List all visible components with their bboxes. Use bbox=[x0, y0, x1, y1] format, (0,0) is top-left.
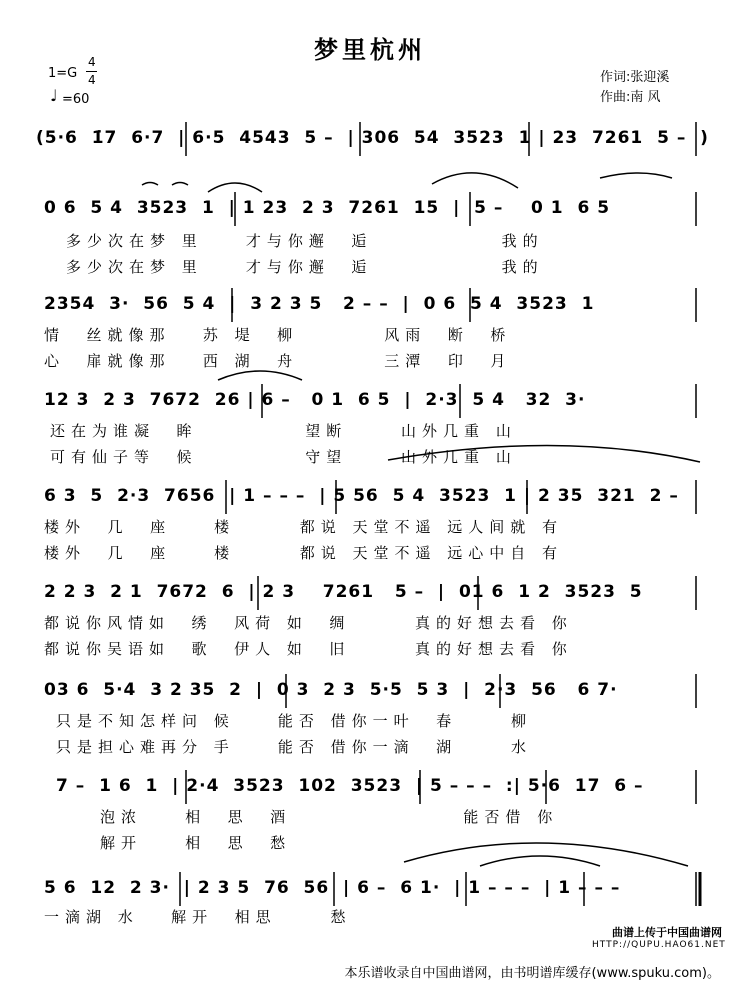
song-title: 梦里杭州 bbox=[314, 36, 426, 64]
slur bbox=[404, 843, 688, 866]
slur bbox=[208, 183, 262, 192]
lyric-row-9-verse-1: 一滴湖 水 解开 相思 愁 bbox=[44, 908, 352, 926]
time-signature-top: 4 bbox=[88, 55, 96, 69]
lyric-row-6-verse-1: 都说你风情如 绣 风荷 如 绸 真的好想去看 你 bbox=[44, 614, 573, 632]
lyric-row-7-verse-2: 只是担心难再分 手 能否 借你一滴 湖 水 bbox=[56, 738, 532, 756]
notation-row-7: 03 6 5·4 3 2 35 2 | 0 3 2 3 5·5 5 3 | 2·3 56 6 7· bbox=[44, 680, 618, 700]
lyric-row-8-verse-1: 泡浓 相 思 酒 能否借 你 bbox=[100, 808, 559, 826]
slur bbox=[218, 371, 302, 380]
lyricist-credit: 作词:张迎溪 bbox=[600, 70, 670, 85]
tempo-marking: =60 bbox=[62, 92, 90, 107]
slur bbox=[172, 183, 188, 186]
lyric-row-3-verse-2: 心 扉就像那 西 湖 舟 三潭 印 月 bbox=[44, 352, 512, 370]
notation-row-8: 7 – 1 6 1 | 2·4 3523 102 3523 | 5 – – – :| 5·6 17 6 – bbox=[56, 776, 644, 796]
slur bbox=[600, 173, 672, 178]
lyric-row-2-verse-1: 多少次在梦 里 才与你邂 逅 我的 bbox=[66, 232, 544, 250]
notation-row-4: 12 3 2 3 7672 26 | 6 – 0 1 6 5 | 2·3 5 4 32 3· bbox=[44, 390, 586, 410]
key-signature: 1=G bbox=[48, 66, 78, 81]
lyric-row-4-verse-2: 可有仙子等 候 守望 山外几重 山 bbox=[50, 448, 517, 466]
quarter-note-icon: ♩ bbox=[50, 86, 58, 105]
notation-row-1: (5·6 1̇7 6·7 | 6·5 4543 5 – | 306 54 3523 1 | 23 7261 5 – ) bbox=[36, 128, 709, 148]
lyric-row-5-verse-1: 楼外 几 座 楼 都说 天堂不遥 远人间就 有 bbox=[44, 518, 564, 536]
stamp-line-1: 曲谱上传于中国曲谱网 bbox=[612, 926, 722, 939]
slur bbox=[142, 183, 158, 186]
lyric-row-2-verse-2: 多少次在梦 里 才与你邂 逅 我的 bbox=[66, 258, 544, 276]
lyric-row-4-verse-1: 还在为谁凝 眸 望断 山外几重 山 bbox=[50, 422, 517, 440]
notation-row-2: 0 6 5 4 3523 1 | 1 23 2 3 7261 15 | 5 – 0 1 6 5 bbox=[44, 198, 611, 218]
slur bbox=[388, 445, 700, 462]
composer-credit: 作曲:南 风 bbox=[600, 90, 661, 105]
footer-note: 本乐谱收录自中国曲谱网，由书明谱库缓存(www.spuku.com)。 bbox=[344, 966, 720, 981]
notation-row-6: 2 2 3 2 1 7672 6 | 2 3 7261 5 – | 01 6 1 2 3523 5 bbox=[44, 582, 643, 602]
time-signature-bottom: 4 bbox=[88, 73, 96, 87]
notation-row-3: 2354 3· 56 5 4 | 3 2 3 5 2 – – | 0 6 5 4 3523 1 bbox=[44, 294, 595, 314]
lyric-row-5-verse-2: 楼外 几 座 楼 都说 天堂不遥 远心中自 有 bbox=[44, 544, 564, 562]
notation-row-5: 6 3 5 2·3 7656 | 1 – – – | 5 56 5 4 3523 1 | 2 35 321 2 – bbox=[44, 486, 679, 506]
stamp-line-2: HTTP://QUPU.HAO61.NET bbox=[592, 940, 726, 950]
lyric-row-3-verse-1: 情 丝就像那 苏 堤 柳 风雨 断 桥 bbox=[44, 326, 512, 344]
lyric-row-6-verse-2: 都说你吴语如 歌 伊人 如 旧 真的好想去看 你 bbox=[44, 640, 573, 658]
lyric-row-7-verse-1: 只是不知怎样问 候 能否 借你一叶 春 柳 bbox=[56, 712, 532, 730]
notation-row-9: 5 6 12 2 3· | 2 3 5 76 56 | 6 – 6 1· | 1 – – – | 1 – – – bbox=[44, 878, 621, 898]
slur bbox=[432, 173, 518, 188]
slur bbox=[480, 856, 600, 866]
lyric-row-8-verse-2: 解开 相 思 愁 bbox=[100, 834, 292, 852]
